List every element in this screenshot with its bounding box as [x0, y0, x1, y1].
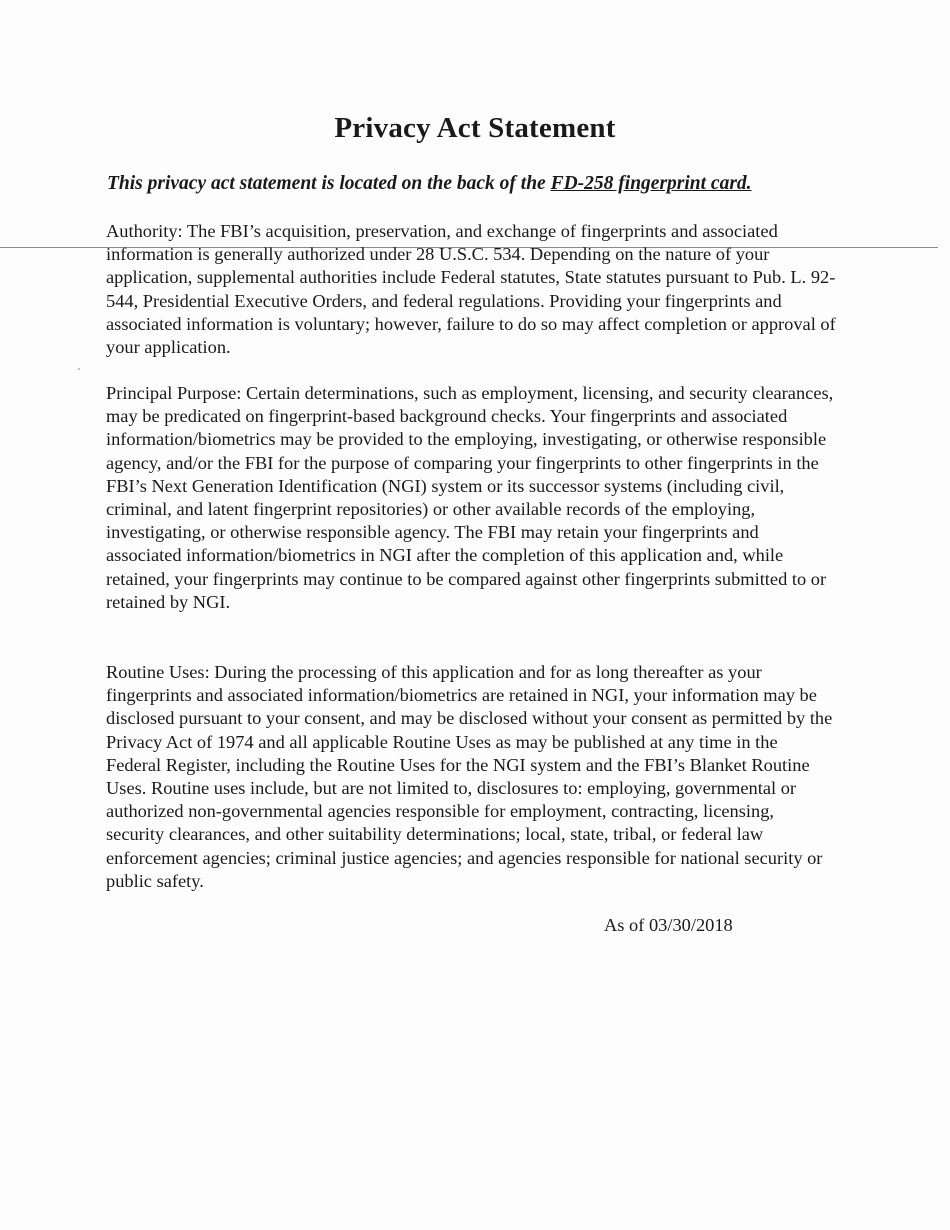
subtitle — [107, 173, 752, 195]
routine-uses-paragraph: Routine Uses: During the processing of this application and for as long thereafter as your fingerprints and associated information/biometrics are retained in NGI, your information may be disclosed pursuant to your consent, and may be disclosed without your consent as permitted by the Privacy Act of 1974 and all applicable Routine Uses as may be published at any time in the Federal Register, including the Routine Uses for the NGI system and the FBI’s Blanket Routine Uses. Routine uses include, but are not limited to, disclosures to: employing, governmental or authorized non-governmental agencies responsible for employment, contracting, licensing, security clearances, and other suitability determinations; local, state, tribal, or federal law enforcement agencies; criminal justice agencies; and agencies responsible for national security or public safety. — [106, 662, 833, 891]
principal-purpose-paragraph: Principal Purpose: Certain determinations, such as employment, licensing, and security clearances, may be predicated on fingerprint-based background checks. Your fingerprints and associated information/biometrics may be provided to the employing, investigating, or otherwise responsible agency, and/or the FBI for the purpose of comparing your fingerprints to other fingerprints in the FBI’s Next Generation Identification (NGI) system or its successor systems (including civil, criminal, and latent fingerprint repositories) or other available records of the employing, investigating, or otherwise responsible agency. The FBI may retain your fingerprints and associated information/biometrics in NGI after the completion of this application and, while retained, your fingerprints may continue to be compared against other fingerprints submitted to or retained by NGI. — [106, 383, 834, 612]
scan-speck — [78, 368, 80, 370]
subtitle-text: This privacy act statement is located on the back of the — [107, 173, 551, 194]
page-title: Privacy Act Statement — [334, 112, 616, 144]
as-of-date: As of 03/30/2018 — [604, 915, 733, 935]
authority-paragraph: Authority: The FBI’s acquisition, preservation, and exchange of fingerprints and associated information is generally authorized under 28 U.S.C. 534. Depending on the nature of your application, supplemental authorities include Federal statutes, State statutes pursuant to Pub. L. 92-544, Presidential Executive Orders, and federal regulations. Providing your fingerprints and associated information is voluntary; however, failure to do so may affect completion or approval of your application. — [106, 221, 836, 358]
fd258-card-reference: FD-258 fingerprint card. — [550, 173, 752, 194]
